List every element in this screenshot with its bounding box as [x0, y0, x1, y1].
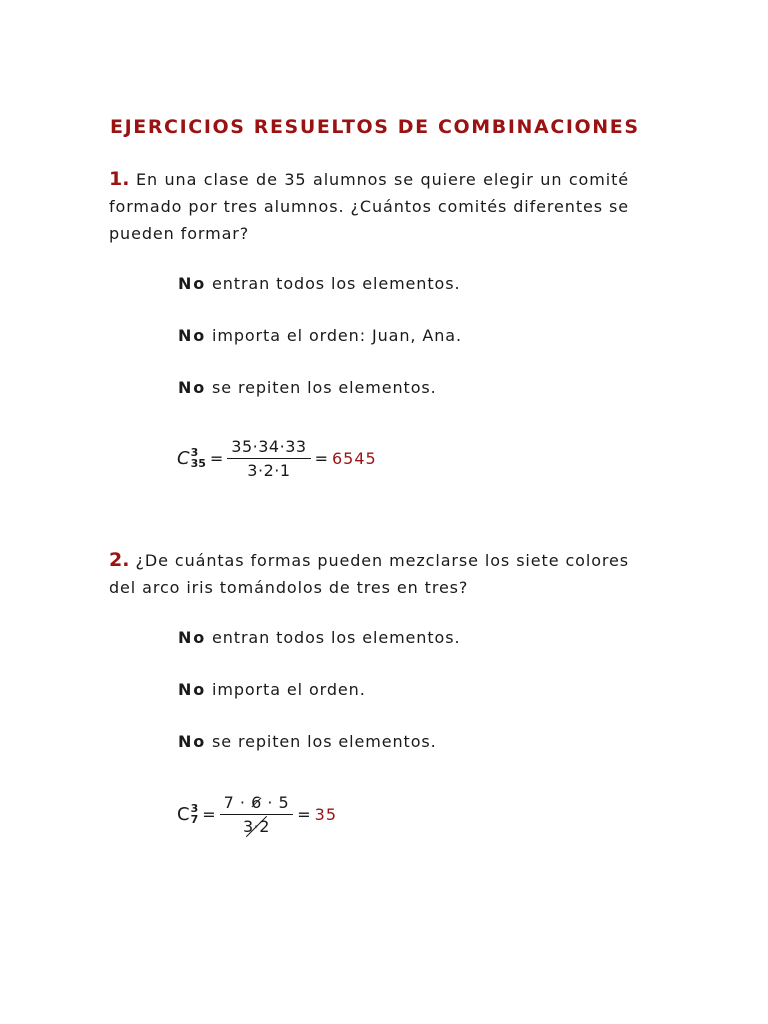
- exercise-2-text: ¿De cuántas formas pueden mezclarse los siete colores del arco iris tomándolos de tres en tres?: [109, 551, 629, 597]
- fraction: [220, 793, 294, 836]
- combination-superscript: 3: [190, 446, 199, 459]
- fraction-numerator: 7 · 6 · 5: [220, 793, 294, 815]
- exercise-2-point-2: [178, 680, 366, 699]
- exercise-1-number: 1.: [109, 168, 130, 190]
- exercise-1-point-3: [178, 378, 437, 397]
- equals-sign: =: [202, 804, 216, 824]
- fraction-numerator: 35·34·33: [227, 437, 310, 459]
- exercise-1-question: [109, 166, 629, 247]
- point-keyword: No: [178, 680, 206, 699]
- point-keyword: No: [178, 628, 206, 647]
- fraction-denominator: 3·2·1: [247, 460, 291, 480]
- cancelled-factor: 6: [251, 792, 262, 812]
- formula-result: 6545: [331, 448, 377, 468]
- combination-symbol: C 3 7: [177, 802, 199, 826]
- document-title: EJERCICIOS RESUELTOS DE COMBINACIONES: [110, 116, 640, 138]
- point-keyword: No: [178, 732, 206, 751]
- exercise-2-number: 2.: [109, 549, 130, 571]
- equals-sign: =: [297, 804, 311, 824]
- point-keyword: No: [178, 378, 206, 397]
- point-text: se repiten los elementos.: [211, 378, 437, 397]
- fraction-denominator: [243, 815, 270, 836]
- exercise-2-point-3: [178, 732, 437, 751]
- exercise-1-formula: [177, 433, 377, 483]
- exercise-2-formula: [177, 789, 337, 839]
- combination-symbol: C 3 35: [177, 446, 206, 470]
- point-text: importa el orden.: [211, 680, 366, 699]
- point-text: entran todos los elementos.: [211, 628, 461, 647]
- formula-result: 35: [314, 804, 337, 824]
- point-keyword: No: [178, 326, 206, 345]
- combination-superscript: 3: [190, 802, 199, 815]
- exercise-1-text: En una clase de 35 alumnos se quiere elegir un comité formado por tres alumnos. ¿Cuántos comités diferentes se pueden formar?: [109, 170, 629, 243]
- cancelled-factor: 3·2: [242, 816, 270, 836]
- exercise-2-point-1: [178, 628, 460, 647]
- exercise-2-question: [109, 547, 629, 601]
- combination-subscript: 35: [190, 457, 206, 470]
- equals-sign: =: [209, 448, 224, 468]
- point-text: se repiten los elementos.: [211, 732, 437, 751]
- point-text: entran todos los elementos.: [211, 274, 461, 293]
- point-text: importa el orden: Juan, Ana.: [211, 326, 462, 345]
- combination-subscript: 7: [190, 813, 199, 826]
- exercise-1-point-1: [178, 274, 460, 293]
- fraction: [227, 437, 310, 480]
- equals-sign: =: [314, 448, 328, 468]
- exercise-1-point-2: [178, 326, 462, 345]
- point-keyword: No: [178, 274, 206, 293]
